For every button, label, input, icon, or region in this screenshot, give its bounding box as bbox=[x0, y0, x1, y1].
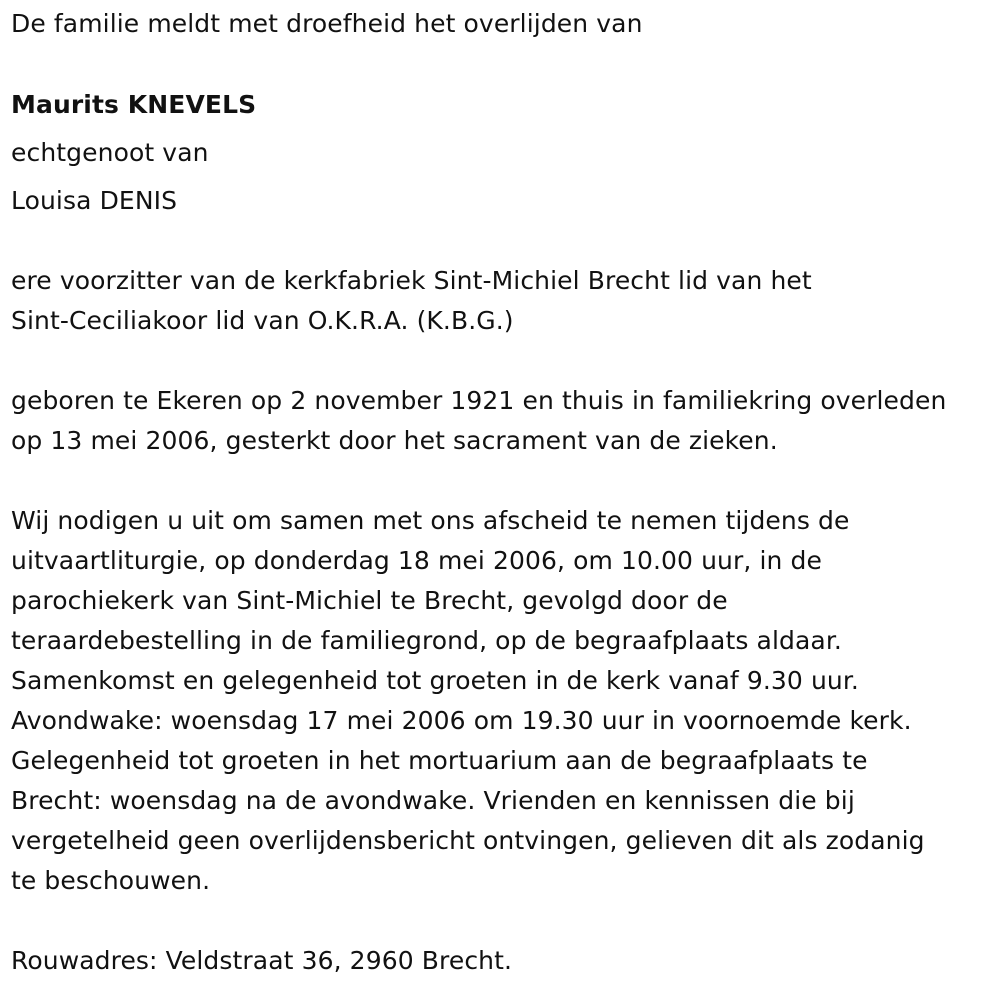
invitation-line-4: teraardebestelling in de familiegrond, op de begraafplaats aldaar. bbox=[11, 626, 842, 655]
invitation-line-6: Avondwake: woensdag 17 mei 2006 om 19.30 uur in voornoemde kerk. bbox=[11, 706, 912, 735]
invitation-line-9: vergetelheid geen overlijdensbericht ontvingen, gelieven dit als zodanig bbox=[11, 826, 925, 855]
invitation-line-8: Brecht: woensdag na de avondwake. Vrienden en kennissen die bij bbox=[11, 786, 855, 815]
deceased-name: Maurits KNEVELS bbox=[11, 90, 257, 119]
invitation-line-10: te beschouwen. bbox=[11, 866, 211, 895]
spouse-name: Louisa DENIS bbox=[11, 186, 178, 215]
invitation-line-5: Samenkomst en gelegenheid tot groeten in de kerk vanaf 9.30 uur. bbox=[11, 666, 859, 695]
invitation-line-7: Gelegenheid tot groeten in het mortuarium aan de begraafplaats te bbox=[11, 746, 868, 775]
roles-line-2: Sint-Ceciliakoor lid van O.K.R.A. (K.B.G.) bbox=[11, 306, 514, 335]
relation-text: echtgenoot van bbox=[11, 138, 209, 167]
invitation-line-1: Wij nodigen u uit om samen met ons afscheid te nemen tijdens de bbox=[11, 506, 850, 535]
birth-death-line-2: op 13 mei 2006, gesterkt door het sacrament van de zieken. bbox=[11, 426, 778, 455]
birth-death-line-1: geboren te Ekeren op 2 november 1921 en thuis in familiekring overleden bbox=[11, 386, 947, 415]
intro-text: De familie meldt met droefheid het overlijden van bbox=[11, 9, 643, 38]
roles-line-1: ere voorzitter van de kerkfabriek Sint-Michiel Brecht lid van het bbox=[11, 266, 812, 295]
invitation-line-2: uitvaartliturgie, op donderdag 18 mei 2006, om 10.00 uur, in de bbox=[11, 546, 822, 575]
mourning-address: Rouwadres: Veldstraat 36, 2960 Brecht. bbox=[11, 946, 513, 975]
invitation-line-3: parochiekerk van Sint-Michiel te Brecht, gevolgd door de bbox=[11, 586, 728, 615]
